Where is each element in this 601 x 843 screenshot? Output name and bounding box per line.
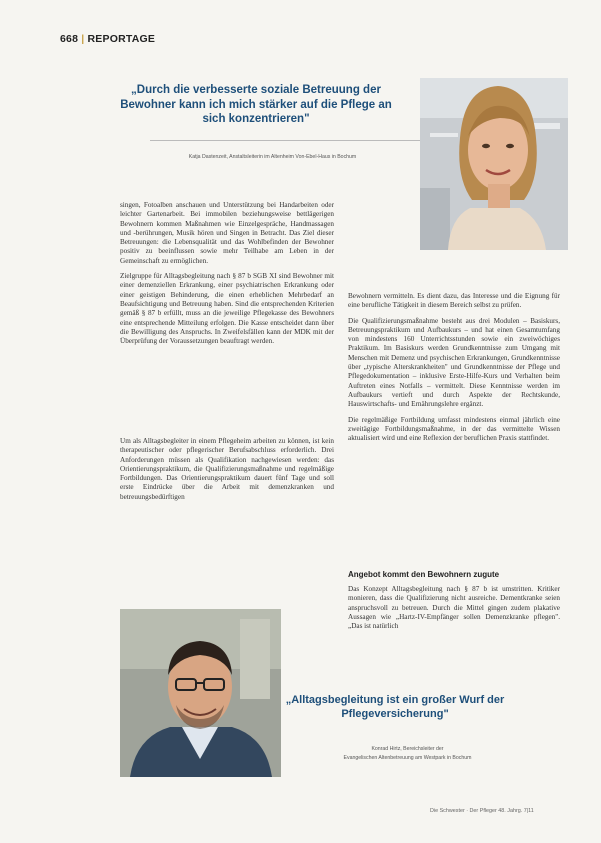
paragraph: Um als Alltagsbegleiter in einem Pflegeheim arbeiten zu können, ist kein therapeutischer oder pflegerischer Berufsabschluss erforderlich. Drei Anforderungen müssen als Qualifikation nachgewiesen werden: das Orientierungspraktikum, die Qualifizierungsmaßnahme und regelmäßige Fortbildungen. Das Orientierungspraktikum dauert fünf Tage und soll erste Eindrücke über die Arbeit mit demenzkranken und betreuungsbedürftigen	[120, 437, 334, 501]
paragraph: Zielgruppe für Alltagsbegleitung nach § 87 b SGB XI sind Bewohner mit einer demenziellen Erkrankung, einer psychiatrischen Erkrankung oder einer geistigen Behinderung, die einen erheblichen Mehrbedarf an Beaufsichtigung und Betreuung haben. Sind die entsprechenden Kriterien gemäß § 87 b erfüllt, muss an die jeweilige Pflegekasse des Bewohners eine entsprechende Mitteilung erfolgen. Die Kasse entscheidet dann über die Bewilligung des Anspruchs. In Zweifelsfällen kann der MDK mit der Überprüfung der Voraussetzungen beauftragt werden.	[120, 272, 334, 346]
pull-quote-bottom: „Alltagsbegleitung ist ein großer Wurf der Pflegeversicherung"	[285, 694, 505, 720]
divider-line	[150, 140, 435, 141]
caption-top: Katja Dastenzeit, Anstaltsleiterin im Altenheim Von-Ebel-Haus in Bochum	[188, 154, 357, 160]
caption-bottom	[290, 745, 525, 763]
page-footer: Die Schwester · Der Pfleger 48. Jahrg. 7|11	[430, 808, 534, 814]
paragraph: Bewohnern vermitteln. Es dient dazu, das Interesse und die Eignung für eine berufliche Tätigkeit in diesem Bereich selbst zu prüfen.	[348, 292, 560, 310]
article-column-right	[348, 292, 560, 449]
pull-quote-top: „Durch die verbesserte soziale Betreuung der Bewohner kann ich mich stärker auf die Pflege an sich konzentrieren"	[120, 84, 392, 125]
page-number: 668	[60, 33, 79, 45]
caption-line: Evangelischen Altenbetreuung am Westpark in Bochum	[343, 755, 472, 761]
paragraph: Die Qualifizierungsmaßnahme besteht aus drei Modulen – Basiskurs, Betreuungspraktikum und Aufbaukurs – und hat einen Gesamtumfang von mindestens 160 Unterrichtsstunden sowie ein zweiwöchiges Praktikum. Im Basiskurs werden Grundkenntnisse zum Umgang mit Menschen mit Demenz und psychischen Erkrankungen, Grundkenntnisse über „typische Alterskrankheiten" und Grundkenntnisse der Pflege und Pflegedokumentation – inklusive Erste-Hilfe-Kurs und Verhalten beim Auftreten eines Notfalls – vermittelt. Diese Kenntnisse werden im Aufbaukurs vertieft und durch Aspekte der Rechtskunde, Hauswirtschafts- und Ernährungslehre ergänzt.	[348, 316, 560, 409]
caption-line: Konrad Hirtz, Bereichsleiter der	[371, 746, 444, 752]
portrait-photo-woman	[420, 78, 568, 250]
article-column-left-top	[120, 201, 334, 352]
page-header	[60, 33, 155, 45]
section-title: REPORTAGE	[87, 33, 156, 45]
subheading: Angebot kommt den Bewohnern zugute	[348, 570, 500, 579]
portrait-photo-man	[120, 609, 281, 777]
paragraph: Die regelmäßige Fortbildung umfasst mindestens einmal jährlich eine zweitägige Fortbildungsmaßnahme, in der das vermittelte Wissen aktualisiert wird und eine Reflexion der beruflichen Praxis stattfindet.	[348, 415, 560, 443]
header-separator: |	[81, 33, 85, 45]
article-column-left-bottom	[120, 437, 334, 508]
article-column-right-bottom	[348, 585, 560, 637]
paragraph: Das Konzept Alltagsbegleitung nach § 87 b ist umstritten. Kritiker monieren, dass die Qualifizierung nicht ausreiche. Dementkranke seien anspruchsvoll zu betreuen. Durch die Mittel gingen zudem plakative Aussagen wie „Hartz-IV-Empfänger sollen Demenzkranke pflegen". „Das ist natürlich	[348, 585, 560, 631]
paragraph: singen, Fotoalben anschauen und Unterstützung bei Handarbeiten oder leichter Gartenarbeit. Bei immobilen beziehungsweise bettlägerigen Bewohnern kommen Maßnahmen wie Einzelgespräche, Handmassagen und -berührungen, Musik hören und Singen in Betracht. Das Ziel dieser Betreuungen: die Lebensqualität und das Wohlbefinden der Bewohner positiv zu beeinflussen sowie mehr Teilhabe am Leben in der Gemeinschaft zu ermöglichen.	[120, 201, 334, 265]
